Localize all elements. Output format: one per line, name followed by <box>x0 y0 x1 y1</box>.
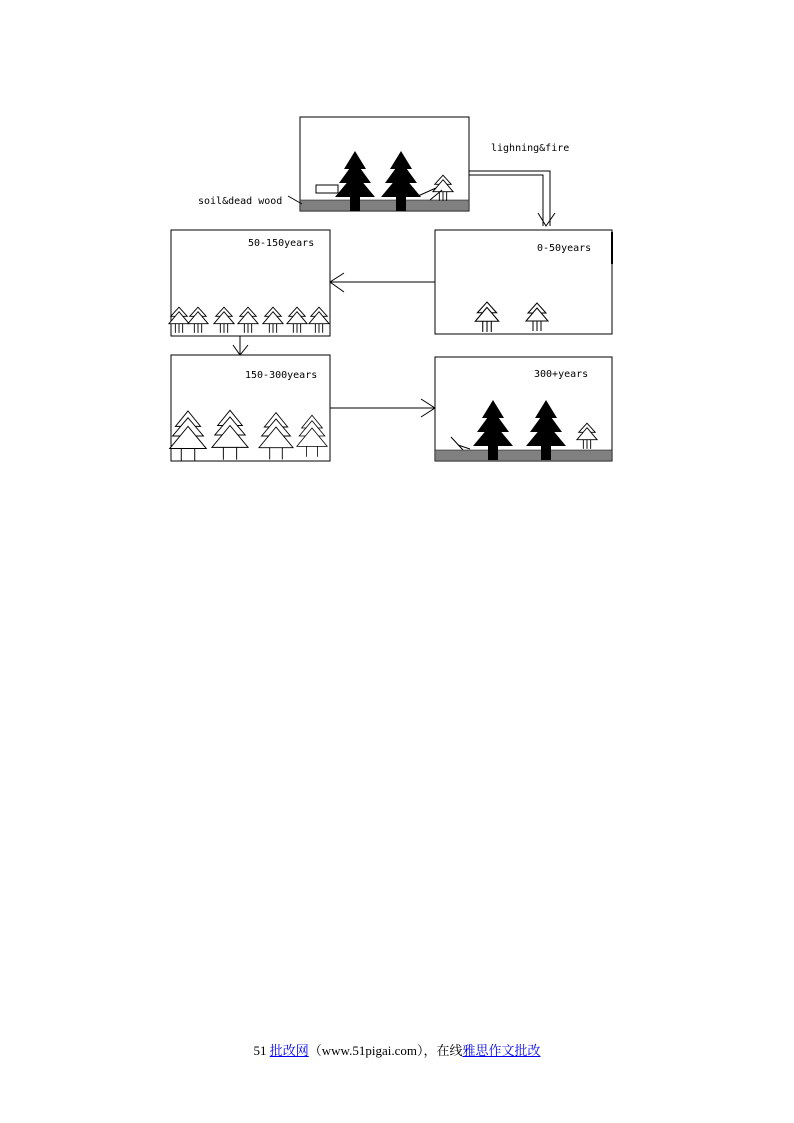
stage-0-50-years <box>435 230 612 334</box>
soil-layer <box>435 450 612 461</box>
stage-300-plus-years <box>435 357 612 461</box>
stage-label: 150-300years <box>245 370 318 381</box>
footer-link-ielts[interactable]: 雅思作文批改 <box>462 1043 541 1058</box>
stage-50-150-years <box>169 230 330 336</box>
label-soil-dead-wood: soil&dead wood <box>198 196 283 207</box>
soil-layer <box>300 200 469 211</box>
connector-line <box>469 175 543 226</box>
stage-mature-forest <box>300 117 469 211</box>
fallen-log <box>316 185 338 193</box>
footer-prefix: 51 <box>253 1043 270 1058</box>
page-footer <box>0 1040 794 1059</box>
footer-middle: （www.51pigai.com），在线 <box>308 1043 463 1058</box>
footer-link-pigai[interactable]: 批改网 <box>269 1043 309 1058</box>
stage-label: 0-50years <box>537 243 592 254</box>
stage-150-300-years <box>170 355 330 461</box>
stage-label: 50-150years <box>248 238 315 249</box>
stage-label: 300+years <box>534 369 589 380</box>
connector-line <box>469 171 550 226</box>
arrow-head <box>538 213 555 226</box>
label-lightning-fire: lighning&fire <box>491 143 570 154</box>
